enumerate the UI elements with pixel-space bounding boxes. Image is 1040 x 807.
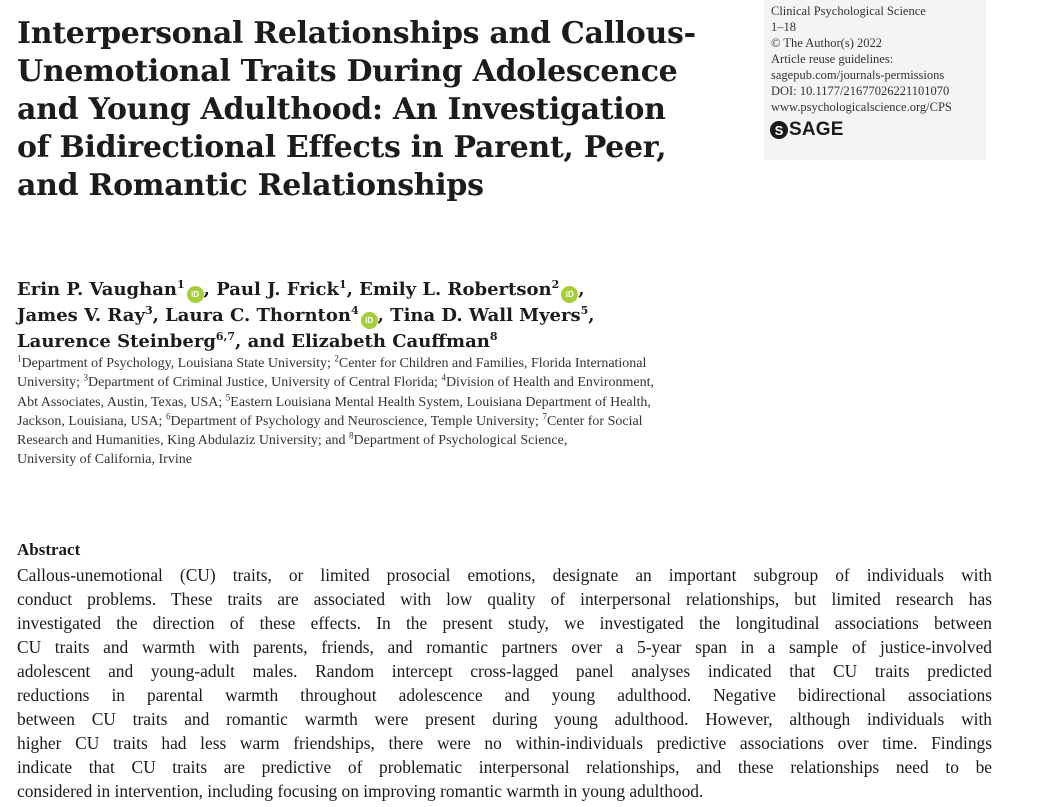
author-name[interactable]: Paul J. Frick [216,279,339,300]
abstract-line: Callous-unemotional (CU) traits, or limited prosocial emotions, designate an important subgroup of individuals with [17,565,992,585]
abstract-heading: Abstract [17,540,81,559]
journal-meta [771,3,952,115]
title-line: and Young Adulthood: An Investigation [17,92,666,127]
title-line: Unemotional Traits During Adolescence [17,54,678,89]
affiliation-text: Abt Associates, Austin, Texas, USA; [17,394,223,410]
sage-s-icon: S [770,121,788,139]
journal-name: Clinical Psychological Science [771,4,926,18]
affil-sup: 7 [542,411,547,422]
affil-sup: 8 [349,430,354,441]
author-affil-sup: 3 [144,304,153,317]
abstract-body [17,563,992,803]
author-affil-sup: 2 [551,278,560,291]
affil-sup: 4 [441,372,446,383]
reuse-label: Article reuse guidelines: [771,52,894,66]
title-line: of Bidirectional Effects in Parent, Peer, [17,130,667,165]
page-range: 1–18 [771,20,796,34]
author-name[interactable]: Emily L. Robertson [359,279,552,300]
and-word: and [247,331,285,352]
affiliation-text: Jackson, Louisiana, USA; [17,413,163,429]
affiliation-text: Division of Health and Environment, [445,375,654,391]
abstract-line: CU traits and warmth with parents, friends, and romantic partners over a 5-year span in a sample of justice-involved [17,637,992,657]
affiliation-text: Department of Psychology, Louisiana State University; [21,356,331,371]
author-name[interactable]: Elizabeth Cauffman [291,331,490,352]
author-name[interactable]: Laurence Steinberg [17,331,216,352]
title-line: Interpersonal Relationships and Callous- [17,16,696,51]
author-name[interactable]: Tina D. Wall Myers [390,305,581,326]
author-name[interactable]: Laura C. Thornton [165,305,351,326]
affiliation-text: Research and Humanities, King Abdulaziz University; and [17,433,346,449]
sage-logo [770,119,844,141]
affiliations [17,354,777,470]
author-affil-sup: 5 [580,304,589,317]
reuse-link[interactable]: sagepub.com/journals-permissions [771,68,945,82]
abstract-line: adolescent and young-adult males. Random intercept cross-lagged panel analyses indicated that CU traits predicted [17,661,992,681]
affil-sup: 1 [17,353,22,364]
abstract-line: conduct problems. These traits are associated with low quality of interpersonal relationships, but limited research has [17,589,992,609]
affiliation-text: Department of Psychology and Neuroscience, Temple University; [170,413,539,429]
affil-sup: 5 [225,391,231,402]
copyright: © The Author(s) 2022 [771,36,882,50]
affiliation-text: Center for Social [546,413,643,429]
affiliation-text: Center for Children and Families, Florida International [338,356,647,371]
affil-sup: 2 [334,353,339,364]
author-name[interactable]: Erin P. Vaughan [17,279,177,300]
author-affil-sup: 8 [489,330,498,343]
affil-sup: 3 [83,372,88,383]
author-list: Erin P. Vaughan$^1$iD , Paul J. Frick$^1$, Emily L. Robertson$^2$iD , James V. Ray$^3$, Laura C. Thornton$^4$iD , Tina D. Wall Myers$^5$, Laurence Steinberg$^{6,7}$, and Elizabeth Cauffman$^8$ [17,278,595,352]
abstract-line: between CU traits and romantic warmth were present during young adulthood. However, although individuals with [17,709,992,729]
author-name[interactable]: James V. Ray [17,305,145,326]
doi-link[interactable]: DOI: 10.1177/21677026221101070 [771,84,950,98]
author-affil-sup: 6,7 [215,330,236,343]
affil-sup: 6 [165,411,171,422]
affiliation-text: University of California, Irvine [17,452,192,468]
title-line: and Romantic Relationships [17,168,484,203]
author-affil-sup: 1 [176,278,185,291]
author-affil-sup: 4 [350,304,359,317]
website-link[interactable]: www.psychologicalscience.org/CPS [771,100,952,114]
author-affil-sup: 1 [338,278,347,291]
abstract-line: considered in intervention, including focusing on improving romantic warmth in young adulthood. [17,781,704,801]
article-title [17,15,737,205]
orcid-icon[interactable]: iD [187,286,204,303]
abstract-line: higher CU traits had less warm friendships, there were no within-individuals predictive associations over time. Findings [17,733,992,753]
publisher-name: SAGE [789,119,844,140]
orcid-icon[interactable]: iD [361,312,378,329]
orcid-icon[interactable]: iD [561,286,578,303]
affiliation-text: Eastern Louisiana Mental Health System, Louisiana Department of Health, [230,394,651,410]
affiliation-text: University; [17,375,80,391]
abstract-line: indicate that CU traits are predictive of problematic interpersonal relationships, and these relationships need to be [17,757,992,777]
abstract-line: investigated the direction of these effects. In the present study, we investigated the longitudinal associations between [17,613,992,633]
affiliation-text: Department of Criminal Justice, University of Central Florida; [88,375,438,391]
affiliation-text: Department of Psychological Science, [353,433,568,449]
abstract-line: reductions in parental warmth throughout adolescence and young adulthood. Negative bidirectional associations [17,685,992,705]
